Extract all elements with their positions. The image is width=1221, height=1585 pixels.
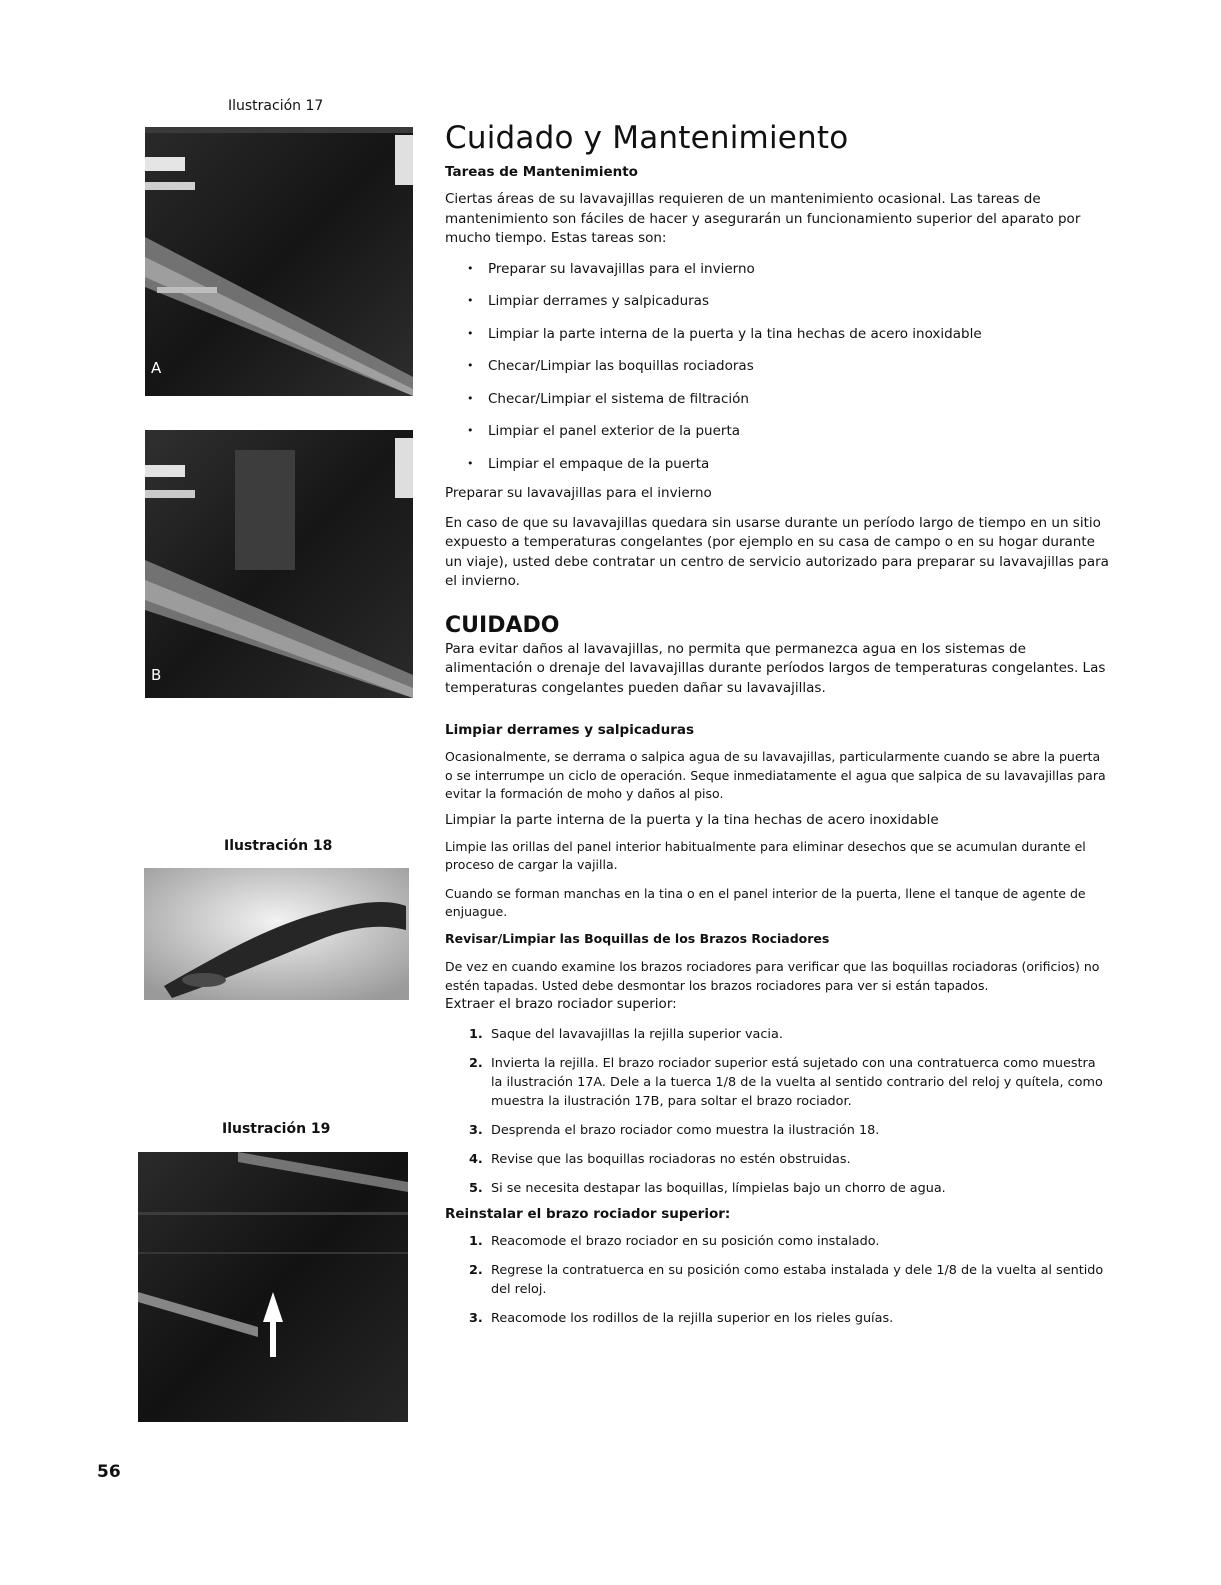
list-item: 4. Revise que las boquillas rociadoras no estén obstruidas. (469, 1151, 851, 1167)
list-item: • Limpiar derrames y salpicaduras (445, 285, 1110, 318)
caution-title: CUIDADO (445, 612, 560, 638)
extract-heading: Extraer el brazo rociador superior: (445, 996, 677, 1012)
inner-paragraph-2: Cuando se forman manchas en la tina o en el panel interior de la puerta, llene el tanque de agente de enjuague. (445, 885, 1086, 919)
nozzles-heading: Revisar/Limpiar las Boquillas de los Brazos Rociadores (445, 930, 830, 946)
list-item: • Checar/Limpiar las boquillas rociadoras (445, 350, 1110, 383)
figure-19-caption: Ilustración 19 (222, 1121, 331, 1137)
figure-17b-label: B (151, 666, 162, 684)
list-item: • Preparar su lavavajillas para el invierno (445, 253, 1110, 286)
figure-17b-photo (145, 430, 413, 698)
list-item: 3. Desprenda el brazo rociador como muestra la ilustración 18. (469, 1122, 880, 1138)
list-item: • Limpiar el panel exterior de la puerta (445, 415, 1110, 448)
figure-17a-photo (145, 127, 413, 396)
spills-paragraph: Ocasionalmente, se derrama o salpica agua de su lavavajillas, particularmente cuando se abre la puerta o se interrumpe un ciclo de operación. Seque inmediatamente el agua que salpica de su lavavajillas para evitar la formación de moho y daños al piso. (445, 749, 1106, 801)
page-number: 56 (97, 1462, 121, 1482)
inner-heading: Limpiar la parte interna de la puerta y la tina hechas de acero inoxidable (445, 811, 939, 828)
list-item: 5. Si se necesita destapar las boquillas, límpielas bajo un chorro de agua. (469, 1180, 946, 1196)
nozzles-paragraph: De vez en cuando examine los brazos rociadores para verificar que las boquillas rociadoras (orificios) no estén tapadas. Usted debe desmontar los brazos rociadores para ver si están tapados. (445, 959, 1100, 993)
intro-paragraph: Ciertas áreas de su lavavajillas requieren de un mantenimiento ocasional. Las tareas de mantenimiento son fáciles de hacer y asegurarán un funcionamiento superior del aparato por mucho tiempo. Estas tareas son: (445, 191, 1081, 246)
list-item: 3. Reacomode los rodillos de la rejilla superior en los rieles guías. (469, 1310, 894, 1326)
figure-17-caption: Ilustración 17 (228, 98, 324, 114)
reinstall-steps (445, 1232, 1110, 1328)
figure-17a-label: A (151, 359, 162, 377)
list-item: 1. Reacomode el brazo rociador en su posición como instalado. (469, 1233, 880, 1249)
figure-19-photo (138, 1152, 408, 1422)
page-title: Cuidado y Mantenimiento (445, 120, 849, 156)
caution-paragraph: Para evitar daños al lavavajillas, no permita que permanezca agua en los sistemas de alimentación o drenaje del lavavajillas durante períodos largos de temperaturas congelantes. Las temperaturas congelantes pueden dañar su lavavajillas. (445, 640, 1106, 696)
winter-paragraph: En caso de que su lavavajillas quedara sin usarse durante un período largo de tiempo en un sitio expuesto a temperaturas congelantes (por ejemplo en su casa de campo o en su hogar durante un viaje), usted debe contratar un centro de servicio autorizado para preparar su lavavajillas para el invierno. (445, 514, 1109, 589)
figure-18-photo (144, 868, 409, 1000)
section-subtitle: Tareas de Mantenimiento (445, 164, 638, 180)
list-item: • Limpiar el empaque de la puerta (445, 448, 1110, 481)
main-content (445, 118, 1110, 1328)
list-item: 1. Saque del lavavajillas la rejilla superior vacia. (469, 1026, 783, 1042)
spills-heading: Limpiar derrames y salpicaduras (445, 722, 695, 738)
list-item: • Limpiar la parte interna de la puerta y la tina hechas de acero inoxidable (445, 318, 1110, 351)
inner-paragraph-1: Limpie las orillas del panel interior habitualmente para eliminar desechos que se acumulan durante el proceso de cargar la vajilla. (445, 838, 1086, 872)
list-item: 2. Invierta la rejilla. El brazo rociador superior está sujetado con una contratuerca como muestra la ilustración 17A. Dele a la tuerca 1/8 de la vuelta al sentido contrario del reloj y quítela, como muestra la ilustración 17B, para soltar el brazo rociador. (469, 1055, 1103, 1109)
extract-steps (445, 1025, 1110, 1198)
task-list (445, 253, 1110, 481)
winter-heading: Preparar su lavavajillas para el invierno (445, 485, 712, 501)
reinstall-heading: Reinstalar el brazo rociador superior: (445, 1205, 731, 1222)
list-item: • Checar/Limpiar el sistema de filtración (445, 383, 1110, 416)
list-item: 2. Regrese la contratuerca en su posición como estaba instalada y dele 1/8 de la vuelta al sentido del reloj. (469, 1262, 1104, 1297)
figure-18-caption: Ilustración 18 (224, 838, 333, 854)
